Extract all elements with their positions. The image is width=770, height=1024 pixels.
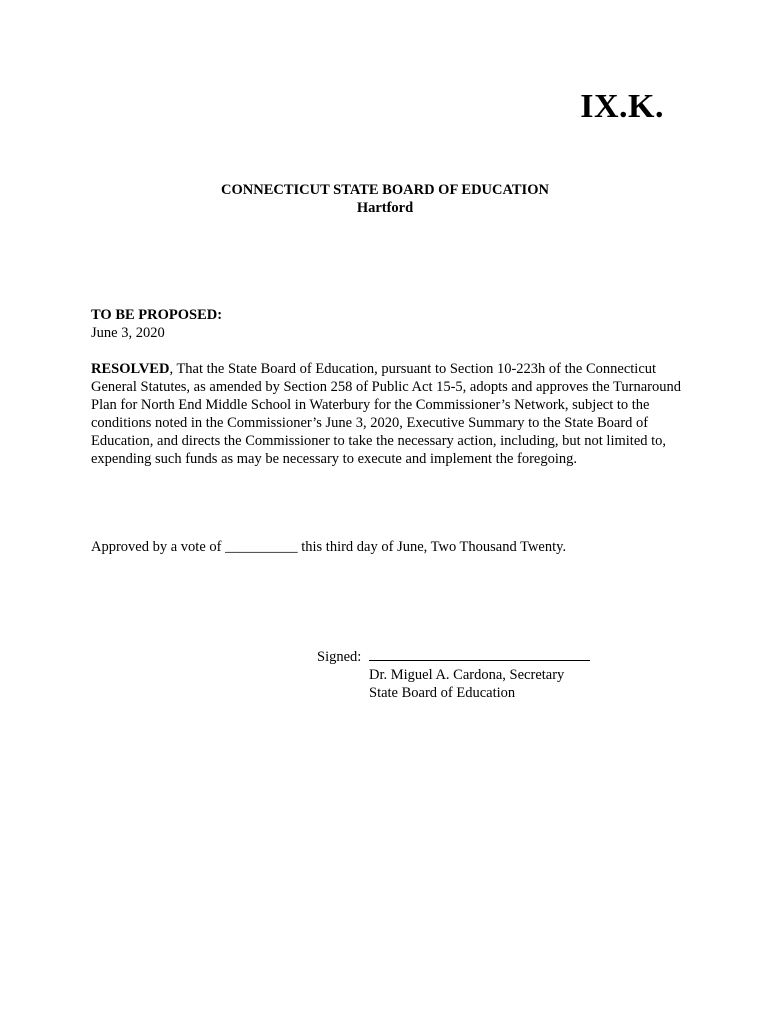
resolved-keyword: RESOLVED (91, 361, 170, 377)
signature-block (317, 646, 590, 702)
signer-name: Dr. Miguel A. Cardona, Secretary (369, 667, 565, 683)
proposal-date: June 3, 2020 (91, 325, 165, 341)
resolution-text: , That the State Board of Education, pursuant to Section 10-223h of the Connecticut General Statutes, as amended by Section 258 of Public Act 15-5, adopts and approves the Turnaround Plan for North End Middle School in Waterbury for the Commissioner’s Network, subject to the conditions noted in the Commissioner’s June 3, 2020, Executive Summary to the State Board of Education, and directs the Commissioner to take the necessary action, including, but not limited to, expending such funds as may be necessary to execute and implement the foregoing. (91, 361, 681, 467)
signed-label: Signed: (317, 649, 362, 665)
organization-heading: CONNECTICUT STATE BOARD OF EDUCATION (221, 182, 549, 198)
signature-row (317, 646, 590, 666)
resolution-paragraph (91, 360, 683, 468)
proposal-label: TO BE PROPOSED: (91, 307, 223, 323)
approval-statement: Approved by a vote of __________ this third day of June, Two Thousand Twenty. (91, 539, 567, 555)
signer-title: State Board of Education (369, 685, 516, 701)
agenda-item-code: IX.K. (580, 88, 664, 125)
city-heading: Hartford (356, 200, 414, 216)
signature-line (369, 646, 590, 661)
